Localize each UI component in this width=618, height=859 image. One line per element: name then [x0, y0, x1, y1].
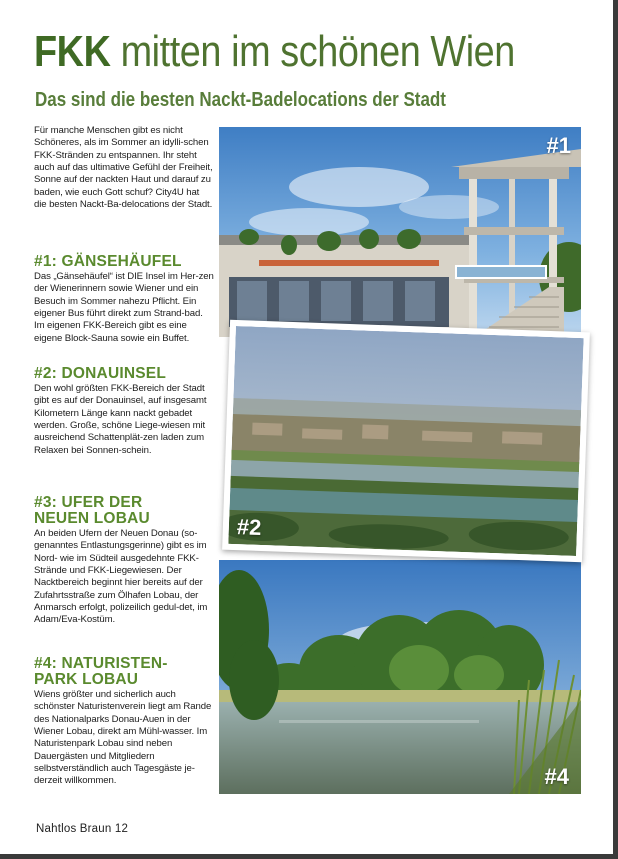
- heading-line: #4: NATURISTEN-: [34, 655, 168, 672]
- section-heading: [34, 495, 214, 527]
- page-footer: Nahtlos Braun 12: [36, 823, 129, 835]
- section-text: Wiens größter und sicherlich auch schönster Naturistenverein liegt am Rande des Nationalparks Donau-Auen in der Wiener Lobau, direkt am Mühl-wasser. Im Naturistenpark Lobau sind neben Dauergästen und Mitgliedern selbstverständlich auch Tagesgäste je-derzeit willkommen.: [34, 689, 212, 787]
- intro-block: [34, 125, 214, 211]
- section-heading: [34, 366, 214, 382]
- photo-lobau-art: [219, 560, 581, 794]
- heading-line: #3: UFER DER: [34, 494, 143, 511]
- page-bottom-shadow: [0, 854, 618, 859]
- intro-text: Für manche Menschen gibt es nicht Schöneres, als im Sommer an idylli-schen FKK-Stränden zu entspannen. Ihr steht auch auf das ultimative Gefühl der Freiheit, Sonne auf der nackten Haut und darauf zu baden, wie euch Gott schuf? City4U hat die besten Nackt-Ba-delocations der Stadt.: [34, 125, 213, 211]
- photo-donauinsel-art: [228, 326, 583, 556]
- page-edge-shadow: [613, 0, 618, 859]
- photo-gaensehaeufel-art: [219, 127, 581, 337]
- section-text: An beiden Ufern der Neuen Donau (so-genanntes Entlastungsgerinne) gibt es im Nord- wie im Südteil ausgedehnte FKK-Strände und FKK-Liegewiesen. Der Nacktbereich beginnt hier bereits auf der Zufahrtsstraße zum Ölhafen Lobau, der Anmarsch erfolgt, polizeilich gedul-det, im Adam/Eva-Kostüm.: [34, 528, 208, 626]
- section-text: Das „Gänsehäufel“ ist DIE Insel im Her-zen der Wienerinnern sowie Wiener und ein Besuch im Sommer nahezu Pflicht. Ein eigener Bus führt direkt zum Strand-bad. Im eigenen FKK-Bereich gibt es eine eigene Block-Sauna sowie ein Buffet.: [34, 271, 214, 344]
- heading-line: PARK LOBAU: [34, 671, 139, 688]
- title-rest: mitten im schönen Wien: [120, 27, 515, 76]
- page-title: [34, 26, 515, 78]
- page-subtitle: Das sind die besten Nackt-Badelocations der Stadt: [35, 89, 446, 111]
- photo-label-2: #2: [236, 514, 262, 540]
- section-heading: [34, 254, 214, 270]
- section-gaensehaeufel: [34, 254, 214, 345]
- section-naturistenpark: [34, 656, 214, 788]
- title-bold: FKK: [34, 27, 111, 76]
- section-neue-lobau: [34, 495, 214, 627]
- section-donauinsel: [34, 366, 214, 457]
- heading-line: #2: DONAUINSEL: [34, 365, 166, 382]
- section-heading: [34, 656, 214, 688]
- photo-gaensehaeufel: [219, 127, 581, 337]
- photo-lobau: [219, 560, 581, 794]
- photo-label-4: #4: [544, 764, 569, 789]
- photo-donauinsel-frame: [222, 320, 590, 562]
- photo-donauinsel: [228, 326, 583, 556]
- section-text: Den wohl größten FKK-Bereich der Stadt gibt es auf der Donauinsel, auf insgesamt Kilometern Länge kann nackt gebadet werden. Große, schöne Liege-wiesen mit ausreichend Schattenplät-zen laden zum Relaxen bei Sonnen-schein.: [34, 383, 207, 456]
- heading-line: #1: GÄNSEHÄUFEL: [34, 253, 182, 270]
- heading-line: NEUEN LOBAU: [34, 510, 150, 527]
- photo-label-1: #1: [546, 133, 571, 158]
